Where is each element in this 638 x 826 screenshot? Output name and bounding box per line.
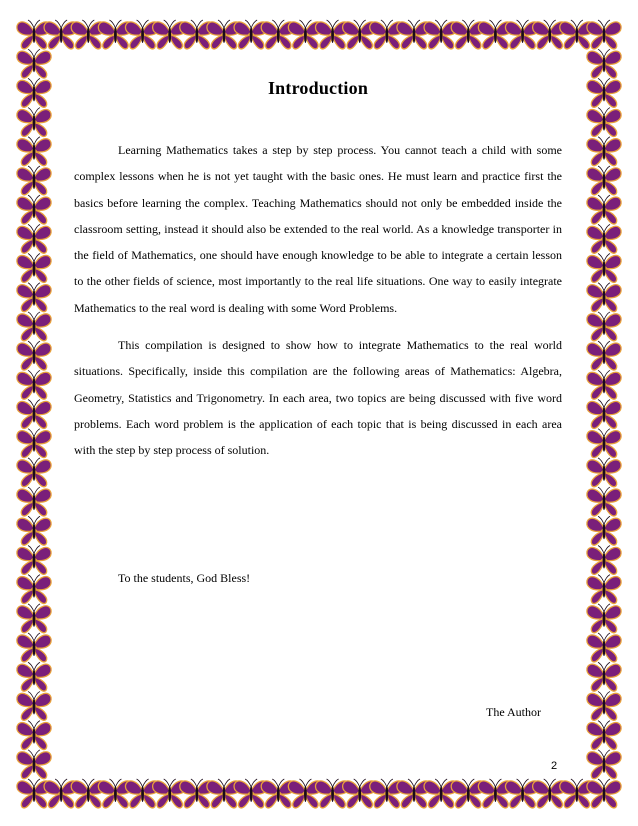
butterfly-icon bbox=[587, 254, 621, 283]
butterfly-icon bbox=[587, 224, 621, 253]
butterfly-icon bbox=[17, 604, 51, 633]
butterfly-icon bbox=[17, 78, 51, 107]
butterfly-icon bbox=[587, 137, 621, 166]
butterfly-icon bbox=[17, 545, 51, 574]
butterfly-icon bbox=[17, 575, 51, 604]
butterfly-icon bbox=[17, 195, 51, 224]
butterfly-icon bbox=[17, 487, 51, 516]
page-title: Introduction bbox=[267, 78, 369, 98]
butterfly-icon bbox=[17, 137, 51, 166]
paragraph-2: This compilation is designed to show how to integrate Mathematics to the real world situations. Specifically, inside this compilation are the following areas of Mathematics: Algebra, Geometry, Statistics and Trigonometry. In each area, two topics are being discussed with five word problems. Each word problem is the application of each topic that is being discussed in each area with the step by step process of solution. bbox=[74, 338, 562, 458]
document-body bbox=[74, 78, 562, 475]
butterfly-icon bbox=[587, 283, 621, 312]
butterfly-icon bbox=[17, 312, 51, 341]
butterfly-icon bbox=[17, 108, 51, 137]
butterfly-icon bbox=[17, 516, 51, 545]
butterfly-icon bbox=[587, 691, 621, 720]
butterfly-icon bbox=[587, 458, 621, 487]
butterfly-icon bbox=[17, 662, 51, 691]
butterfly-icon bbox=[587, 633, 621, 662]
butterfly-icon bbox=[17, 458, 51, 487]
butterfly-icon bbox=[587, 575, 621, 604]
butterfly-icon bbox=[587, 312, 621, 341]
butterfly-icon bbox=[587, 49, 621, 78]
butterfly-icon bbox=[587, 78, 621, 107]
butterfly-icon bbox=[587, 400, 621, 429]
butterfly-icon bbox=[17, 166, 51, 195]
butterfly-icon bbox=[587, 166, 621, 195]
butterfly-icon bbox=[587, 750, 621, 779]
butterfly-icon bbox=[17, 370, 51, 399]
butterfly-icon bbox=[587, 516, 621, 545]
butterfly-icon bbox=[587, 108, 621, 137]
butterfly-icon bbox=[587, 721, 621, 750]
author-signature: The Author bbox=[486, 705, 541, 719]
butterfly-icon bbox=[587, 429, 621, 458]
butterfly-icon bbox=[17, 691, 51, 720]
butterfly-icon bbox=[587, 341, 621, 370]
butterfly-icon bbox=[587, 545, 621, 574]
butterfly-icon bbox=[587, 20, 621, 49]
butterfly-icon bbox=[587, 195, 621, 224]
butterfly-icon bbox=[17, 224, 51, 253]
butterfly-icon bbox=[587, 779, 621, 808]
butterfly-icon bbox=[587, 370, 621, 399]
butterfly-icon bbox=[587, 662, 621, 691]
butterfly-icon bbox=[17, 49, 51, 78]
butterfly-icon bbox=[587, 487, 621, 516]
butterfly-icon bbox=[17, 254, 51, 283]
paragraph-1: Learning Mathematics takes a step by step process. You cannot teach a child with some complex lessons when he is not yet taught with the basic ones. He must learn and practice first the basics before learning the complex. Teaching Mathematics should not only be embedded inside the classroom setting, instead it should also be extended to the real world. As a knowledge transporter in the field of Mathematics, one should have enough knowledge to be able to integrate a certain lesson to the other fields of science, most importantly to the real life situations. One way to easily integrate Mathematics to the real word is dealing with some Word Problems. bbox=[74, 143, 562, 315]
butterfly-icon bbox=[17, 341, 51, 370]
butterfly-icon bbox=[17, 633, 51, 662]
butterfly-icon bbox=[17, 283, 51, 312]
butterfly-icon bbox=[587, 604, 621, 633]
butterfly-icon bbox=[17, 429, 51, 458]
closing-line: To the students, God Bless! bbox=[118, 571, 251, 585]
butterfly-icon bbox=[17, 750, 51, 779]
butterfly-icon bbox=[17, 721, 51, 750]
butterfly-icon bbox=[17, 400, 51, 429]
page-number: 2 bbox=[551, 760, 558, 772]
